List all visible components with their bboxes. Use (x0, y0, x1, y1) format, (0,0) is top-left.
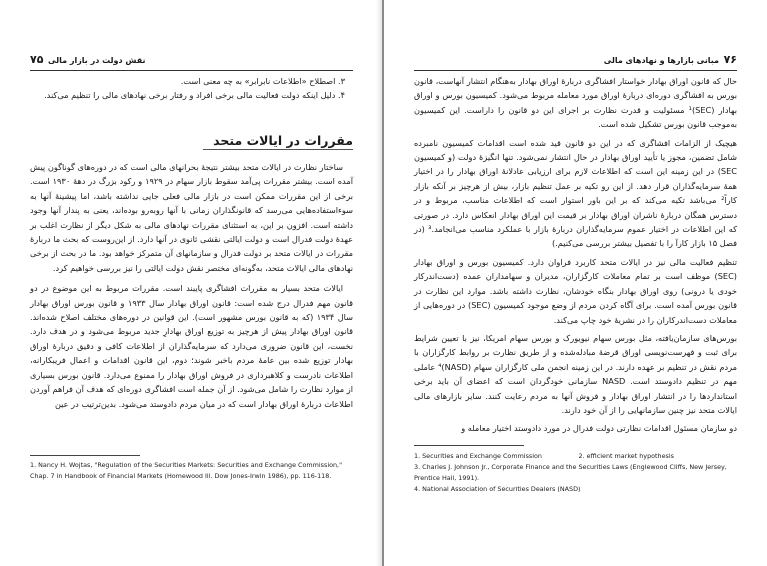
right-body (414, 74, 737, 436)
left-running-title: نقش دولت در بازار مالی (48, 56, 146, 65)
footnote: 1. Nancy H. Wojtas, "Regulation of the Securities Markets: Securities and Exchange Commission," Chap. 7 in Handbook of Financial Markets (Homewood Ill. Dow Jones-Irwin 1986), pp. 116-118. (30, 461, 343, 480)
footnote: 1. Securities and Exchange Commission (414, 452, 542, 460)
right-page-number: ۷۶ (723, 53, 737, 66)
left-footnotes (30, 460, 353, 482)
intro-item: ۴. دلیل اینکه دولت فعالیت مالی برخی افراد و رفتار برخی نهادهای مالی را تنظیم می‌کند. (44, 90, 345, 101)
paragraph: تنظیم فعالیت مالی نیز در ایالات متحد کاربرد فراوان دارد. کمیسیون بورس و اوراق بهادار (SEC) موظف است بر تمام معاملات کارگزاران، مدیران و سهامداران عمده (دست‌اندرکار خودی یا درونی) روی اوراق بهادار بنگاه خودشان، نظارت داشته باشد. موارد این نظارت در قانون بورس آمده است. برای آگاه کردن مردم از وضع موجود کمیسیون (SEC) در دوره‌هایی از معاملات دست‌اندرکاران را در نشریهٔ خود چاپ می‌کند. (414, 256, 737, 325)
left-intro-list (30, 74, 353, 103)
paragraph: حال که قانون اوراق بهادار خواستار افشاگری دربارهٔ اوراق بهادار به‌هنگام انتشار آنهاست، قانون بورس به افشاگری دوره‌ای دربارهٔ اوراق مورد معامله مربوط می‌شود. کمیسیون بورس و اوراق بهادار (SEC)¹ مسئولیت و قدرت نظارت بر اجرای این دو قانون را داراست. این کمیسیون به‌موجب قانون بورس تشکیل شده است. (414, 76, 738, 130)
section-title: مقررات در ایالات متحد (213, 133, 353, 148)
right-running-head (414, 53, 737, 71)
paragraph: هیچیک از الزامات افشاگری که در این دو قانون قید شده است اقدامات کمیسیون نامبرده شامل تضمین، مجوز یا تأیید اوراق بهادار در حال انتشار نمی‌شود. تنها انگیزهٔ دولت (و کمیسیون SEC) در این زمینه این است که اطلاعات لازم برای ارزیابی عادلانهٔ اوراق بهادار را در اختیار همهٔ سرمایه‌گذاران قرار دهد. از این رو تکیه بر عمل تنظیم بازار، بیش از هرچیز بر آنکه بازار کاراً² می‌باشد تکیه می‌کند که بر این باور استوار است که اطلاعات مناسب، مربوط و در دسترس همگان دربارهٔ ناشران اوراق بهادار بر قیمت این اوراق بهادار انعکاس دارد. در صورتی که این اطلاعات در اختیار عموم سرمایه‌گذاران دربارهٔ بازار با عملکرد مناسب می‌انجامد.³ (در فصل ۱۵ بازار کارآ را با تفصیل بیشتر بررسی می‌کنیم.) (414, 137, 738, 249)
paragraph: بورس‌های سازمان‌یافته، مثل بورس سهام نیویورک و بورس سهام امریکا، نیز با تعیین شرایط برای ثبت و فهرست‌نویسی اوراق قرضهٔ مبادله‌شده و از طریق نظارت بر روابط کارگزاران با مردم نقش در تنظیم بر عهده دارند. در این زمینه انجمن ملی کارگزاران سهام (NASD)⁴ عاملی مهم در تنظیم دادوستد است. NASD سازمانی خودگردان است که اعضای آن باید برخی استانداردها را در انتشار اوراق بهادار و فروش آنها به مردم رعایت کنند. سایر بازارهای مالی ایالات متحد نیز چنین سازمانهایی را از آن خود دارند. (414, 332, 738, 415)
right-page (384, 0, 767, 566)
section-title-rule (203, 149, 353, 150)
paragraph: دو سازمان مسئول اقدامات نظارتی دولت فدرال در مورد دادوستد اختیار معامله و (461, 423, 737, 434)
right-running-title: مبانی بازارها و نهادهای مالی (603, 56, 719, 65)
paragraph: ایالات متحد بسیار به مقررات افشاگری پایبند است. مقررات مربوط به این موضوع در دو قانون مهم فدرال درج شده است: قانون اوراق بهادار سال ۱۹۳۳ و قانون بورس اوراق بهادار سال ۱۹۳۴ (که به قانون بورس مشهور است). این قوانین در دوره‌های مختلف اصلاح شده‌اند. قانون اوراق بهادار پیش از هرچیز به توزیع اوراق بهادارِ جدید مربوط می‌شود و در هدف دارد. نخست، این قانون ضروری می‌دارد که سرمایه‌گذاران از اطلاعات کافی و دقیق دربارهٔ اوراق بهادار توزیع شده بین عامهٔ مردم باخبر شوند؛ دوم، این قانون اقدامات و اعمال فریبکارانه، اطلاعات نادرست و کلاهبرداری در فروش اوراق بهادار را ممنوع می‌دارد. قانون بورس بسیاری از موارد نظارت را شامل می‌شود. از آن جمله است افشاگری دوره‌ای که هدف آن فراهم آوردن اطلاعات دربارهٔ اوراق بهادار است که در میان مردم دادوستد می‌شود. بدین‌ترتیب در عین (30, 283, 354, 409)
footnote-rule (414, 445, 524, 446)
left-page-number: ۷۵ (30, 53, 44, 66)
footnote: 3. Charles J. Johnson Jr., Corporate Finance and the Securities Laws (Englewood Cliffs, New Jersey, Prentice Hall, 1991). (414, 463, 727, 482)
footnote: 4. National Association of Securities Dealers (NASD) (414, 485, 581, 493)
right-footnotes (414, 451, 737, 495)
footnote-rule (30, 455, 140, 456)
left-page (0, 0, 383, 566)
footnote: 2. efficient market hypothesis (578, 452, 674, 460)
left-body (30, 160, 353, 411)
left-running-head (30, 53, 353, 71)
paragraph: ساختار نظارت در ایالات متحد بیشتر نتیجهٔ بحرانهای مالی است که در دوره‌های گوناگون پیش آمده است. بیشتر مقررات پی‌آمد سقوط بازار سهام در ۱۹۲۹ و رکود بزرگ در دههٔ ۱۹۳۰ است. برخی از این مقررات ممکن است در بازار مالی فعلی جایی نداشته باشد، اما پیشینهٔ آنها به سوءاستفاده‌هایی می‌رسد که قانونگذاران زمانی با آنها روبه‌رو بوده‌اند، یعنی به پندار آنها وجود داشته است. افزون بر این، به استثنای مقررات نهادهای مالی به شکل دیگر از نظارت اغلب بر عهدهٔ دولت فدرال است و دولت ایالتی نقشی ثانوی در آنها دارد. از این‌روست که بحث ما دربارهٔ مقررات در ایالات متحد بر دولت فدرال و سازمانهای آن متمرکز خواهد بود. ما در بحث از برخی نهادهای مالی ایالات متحد، به‌گونه‌ای مختصر نقش دولت ایالتی را نیز بررسی خواهیم کرد. (30, 162, 353, 273)
intro-item: ۳. اصطلاح «اطلاعات نابرابر» به چه معنی است. (180, 76, 345, 86)
